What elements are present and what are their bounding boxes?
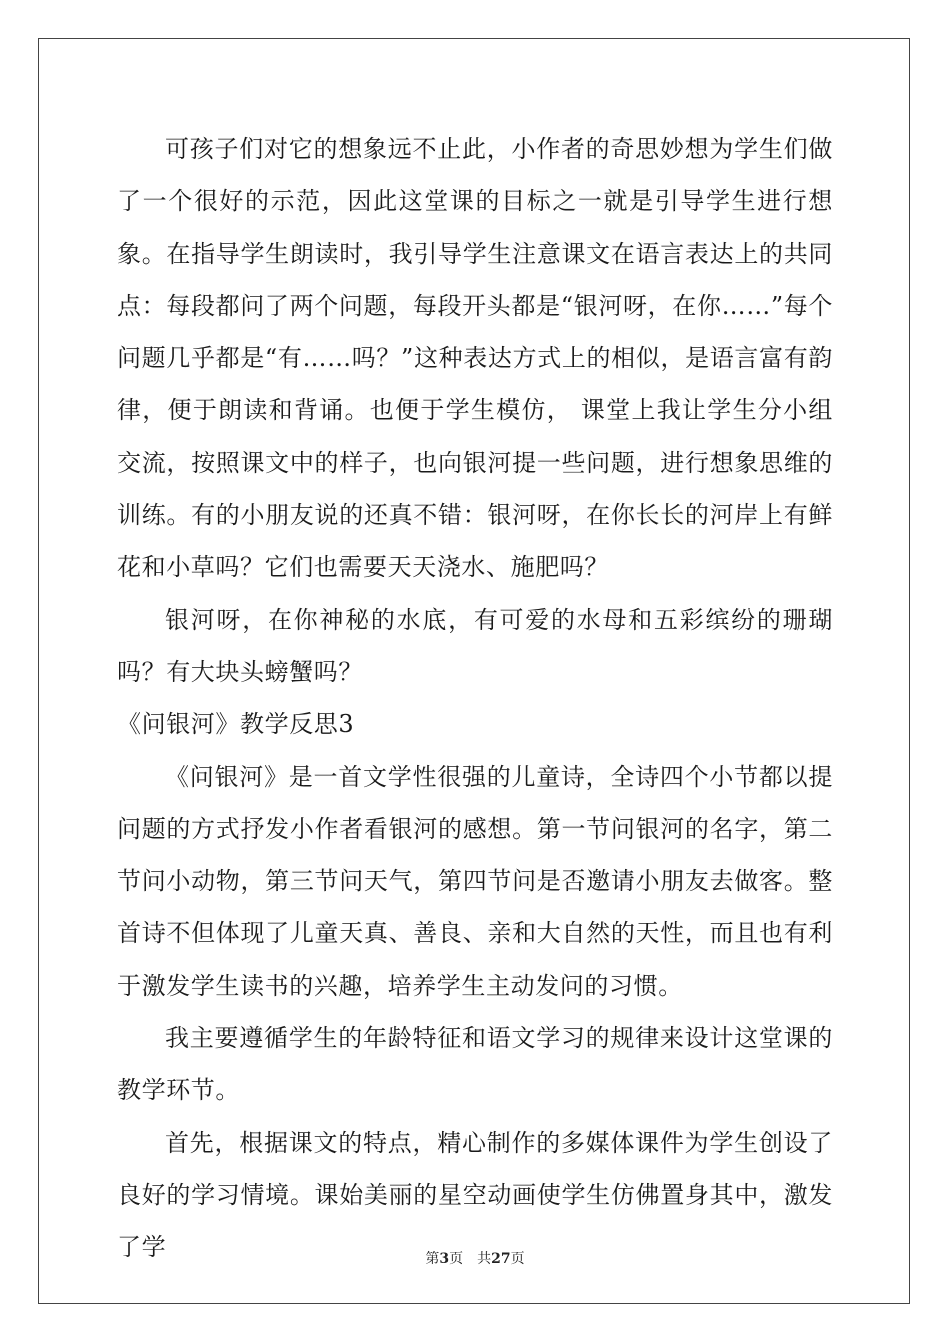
page-suffix: 页 (449, 1251, 464, 1267)
body-paragraph: 可孩子们对它的想象远不止此，小作者的奇思妙想为学生们做了一个很好的示范，因此这堂课的目标之一就是引导学生进行想象。在指导学生朗读时，我引导学生注意课文在语言表达上的共同点：每段都问了两个问题，每段开头都是“银河呀，在你……”每个问题几乎都是“有……吗？”这种表达方式上的相似，是语言富有韵律，便于朗读和背诵。也便于学生模仿， 课堂上我让学生分小组交流，按照课文中的样子，也向银河提一些问题，进行想象思维的训练。有的小朋友说的还真不错：银河呀，在你长长的河岸上有鲜花和小草吗？它们也需要天天浇水、施肥吗？ (117, 135, 833, 582)
page-number: 3 (439, 1251, 450, 1267)
body-paragraph: 首先，根据课文的特点，精心制作的多媒体课件为学生创设了良好的学习情境。课始美丽的星空动画使学生仿佛置身其中，激发了学 (117, 1128, 833, 1262)
body-paragraph: 《问银河》是一首文学性很强的儿童诗，全诗四个小节都以提问题的方式抒发小作者看银河的感想。第一节问银河的名字，第二节问小动物，第三节问天气，第四节问是否邀请小朋友去做客。整首诗不但体现了儿童天真、善良、亲和大自然的天性，而且也有利于激发学生读书的兴趣，培养学生主动发问的习惯。 (117, 762, 833, 1000)
total-pages: 27 (491, 1251, 511, 1267)
page-footer (0, 1248, 950, 1268)
body-paragraph: 银河呀，在你神秘的水底，有可爱的水母和五彩缤纷的珊瑚吗？有大块头螃蟹吗？ (117, 605, 833, 686)
body-paragraph: 我主要遵循学生的年龄特征和语文学习的规律来设计这堂课的教学环节。 (117, 1024, 833, 1105)
total-prefix: 共 (477, 1251, 492, 1267)
total-suffix: 页 (510, 1251, 525, 1267)
page-prefix: 第 (425, 1251, 440, 1267)
document-body (117, 123, 833, 1274)
section-heading: 《问银河》教学反思3 (117, 710, 355, 739)
